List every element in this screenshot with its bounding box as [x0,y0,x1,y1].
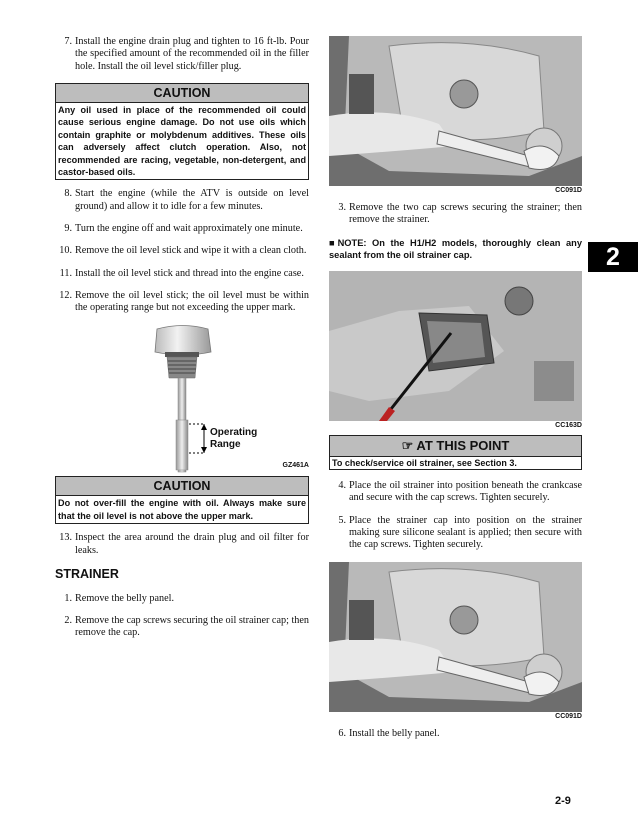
operating-range-label [210,427,257,451]
note-icon: ■ [329,237,338,248]
step-text: Start the engine (while the ATV is outside on level ground) and allow it to idle for a few minutes. [75,188,309,212]
step-text: Install the engine drain plug and tighten to 16 ft-lb. Pour the specified amount of the recommended oil in the filler hole. Install the oil level stick/filler plug. [75,36,309,72]
strainer-step-1 [55,593,309,605]
left-column [55,36,309,650]
pointing-hand-icon: ☞ [401,438,414,454]
step-number: 5. [338,514,346,526]
strainer-heading: STRAINER [55,566,119,581]
right-column [329,36,582,750]
caution-title: CAUTION [56,477,308,496]
at-this-point-text: To check/service oil strainer, see Section 3. [332,458,517,469]
at-this-point-box [329,435,582,470]
step-number: 9. [64,222,72,234]
step-number: 8. [64,188,72,200]
step-text: Inspect the area around the drain plug and oil filter for leaks. [75,532,309,556]
engine-wrench-image-2 [329,562,582,712]
strainer-cap-photo [329,36,582,186]
at-this-point-header [330,436,581,457]
engine-strainer-image [329,271,582,421]
dipstick-illustration [55,324,309,474]
step-13 [55,532,309,557]
section-tab: 2 [588,242,638,272]
step-10 [55,245,309,257]
operating-label-line1: Operating [210,427,258,439]
step-number: 4. [338,480,346,492]
engine-wrench-image [329,36,582,186]
step-text: Place the strainer cap into position on the strainer making sure silicone sealant is applied; then secure with the cap screws. Tighten securely. [349,514,582,551]
step-number: 11. [59,267,72,279]
step-text: Place the oil strainer into position beneath the crankcase and secure with the cap screws. Tighten securely. [349,480,582,504]
strainer-cap-photo-2 [329,562,582,712]
caution-box-2 [55,476,309,524]
caution-text: Any oil used in place of the recommended oil could cause serious engine damage. Do not use oils which contain graphite or molybdenum additives. These oils can adversely affect clutch operation. Also, not recommended are racing, vegetable, non-detergent, and castor-based oils. [58,104,306,177]
step-text: Remove the two cap screws securing the strainer; then remove the strainer. [349,202,582,226]
step-number: 1. [64,592,72,604]
at-this-point-title: AT THIS POINT [416,438,510,454]
step-7 [55,36,309,73]
note [329,237,582,262]
step-text: Remove the oil level stick; the oil level must be within the operating range but not exceeding the upper mark. [75,289,309,314]
step-number: 3. [338,202,346,213]
step-number: 7. [64,36,72,47]
note-label: NOTE: [337,237,367,248]
figure-code: CC091D [555,712,582,720]
strainer-step-4 [329,480,582,505]
strainer-step-3 [329,202,582,227]
step-12 [55,290,309,315]
step-number: 12. [59,289,72,301]
step-text: Remove the oil level stick and wipe it with a clean cloth. [75,245,307,257]
step-number: 6. [338,727,346,739]
caution-text: Do not over-fill the engine with oil. Always make sure that the oil level is not above the upper mark. [58,498,306,521]
strainer-step-2 [55,615,309,640]
figure-code: GZ461A [282,462,309,470]
step-11 [55,268,309,280]
note-text: On the H1/H2 models, thoroughly clean any sealant from the oil strainer cap. [329,237,582,260]
step-text: Install the oil level stick and thread into the engine case. [75,267,304,279]
step-text: Turn the engine off and wait approximately one minute. [75,222,303,234]
step-number: 13. [59,532,72,544]
figure-code: CC163D [555,422,582,430]
step-8 [55,188,309,213]
page-number: 2-9 [555,795,571,807]
strainer-step-6 [329,728,582,740]
step-9 [55,223,309,235]
strainer-photo [329,271,582,421]
strainer-step-5 [329,515,582,552]
dipstick-figure [55,324,309,474]
step-text: Remove the belly panel. [75,592,175,604]
caution-box [55,83,309,180]
figure-code: CC091D [555,187,582,194]
step-number: 10. [59,245,72,257]
caution-title: CAUTION [56,84,308,103]
operating-label-line2: Range [210,439,241,451]
step-text: Remove the cap screws securing the oil strainer cap; then remove the cap. [75,615,309,639]
step-text: Install the belly panel. [349,727,440,739]
step-number: 2. [64,615,72,627]
